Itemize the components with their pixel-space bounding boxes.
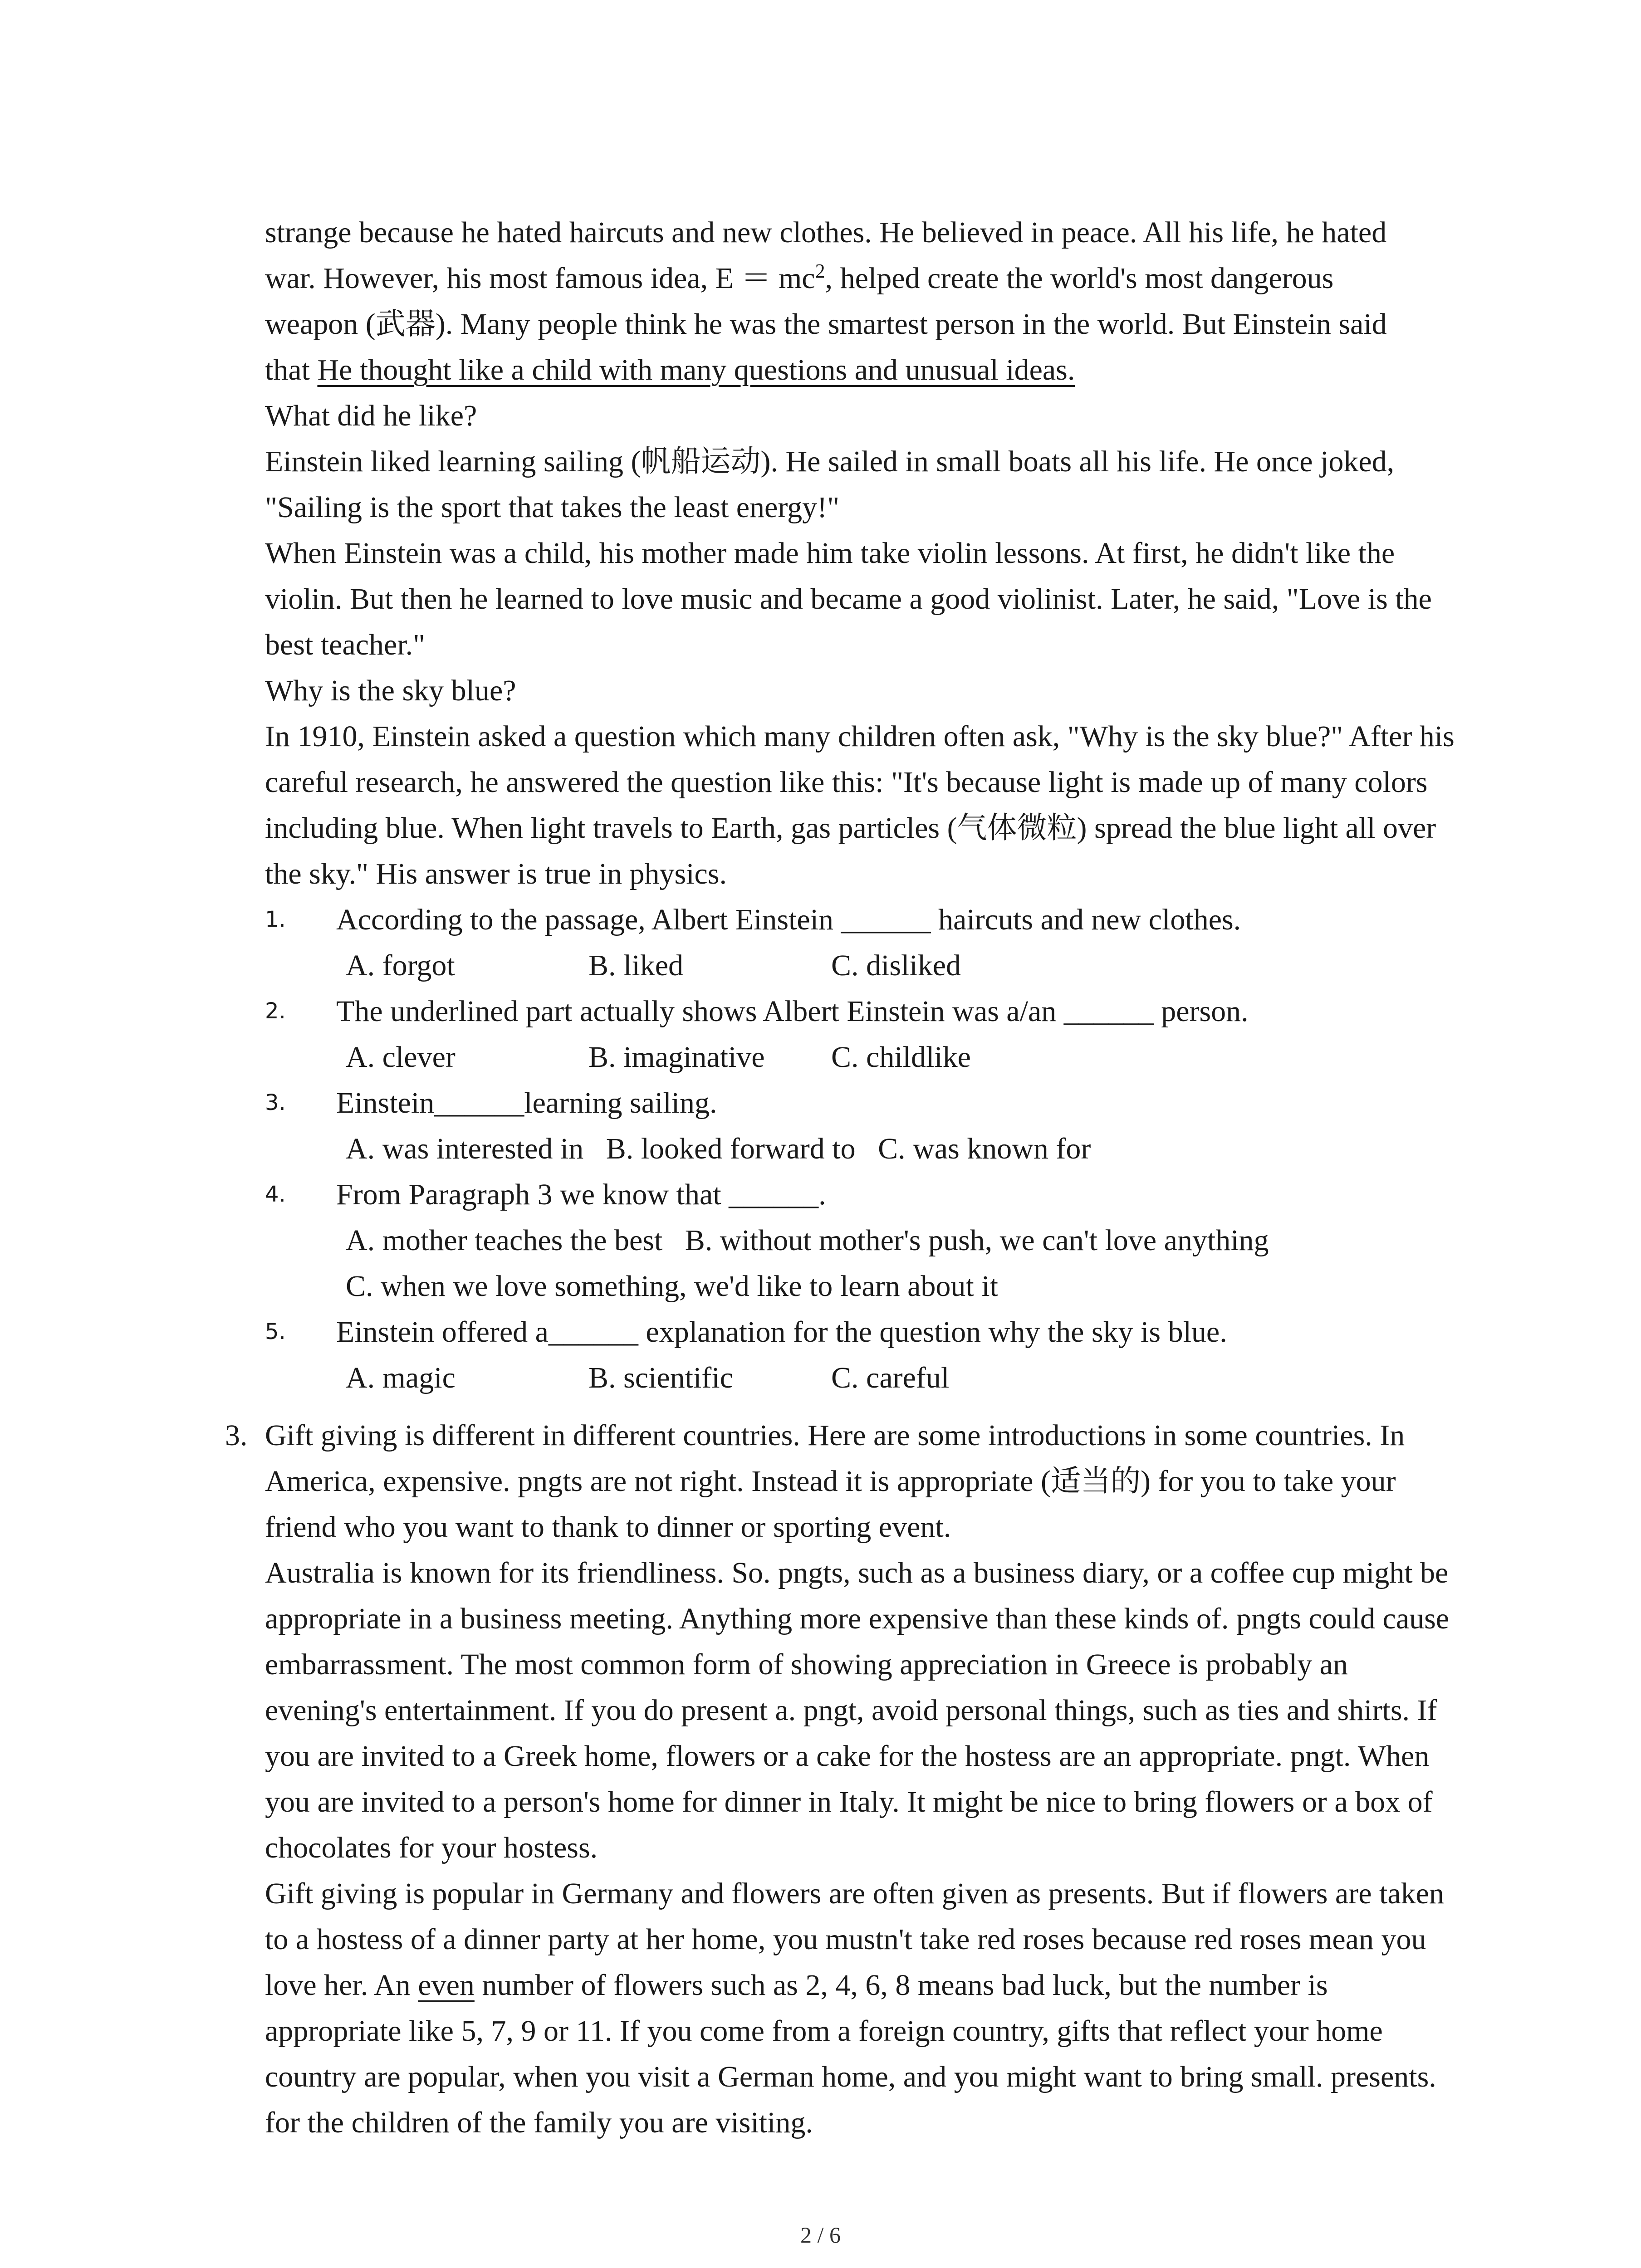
question-number: 2.: [265, 998, 286, 1024]
section-heading: Why is the sky blue?: [265, 674, 516, 707]
passage-line: strange because he hated haircuts and new clothes. He believed in peace. All his life, he hated: [265, 216, 1387, 249]
option-b: B. scientific: [588, 1361, 733, 1394]
question-options: [265, 1034, 1463, 1080]
question-stem: The underlined part actually shows Albert Einstein was a/an ______ person.: [336, 995, 1249, 1028]
question-stem: From Paragraph 3 we know that ______.: [336, 1178, 826, 1211]
text: war. However, his most famous idea, E ＝ mc: [265, 262, 815, 295]
question-number: 5.: [265, 1319, 286, 1344]
page-content: [225, 210, 1463, 2146]
text: Gift giving is different in different countries. Here are some introductions in some countries. In America, expensive. pngts are not right. Instead it is appropriate (适当的) for you to take your friend who you want to thank to dinner or sporting event.: [265, 1419, 1405, 1544]
paragraph: When Einstein was a child, his mother made him take violin lessons. At first, he didn't like the violin. But then he learned to love music and became a good violinist. Later, he said, "Love is the best teacher.": [265, 537, 1432, 661]
question-number: 1.: [265, 907, 286, 932]
passage-line-formula: [265, 255, 1463, 301]
option-c: C. disliked: [831, 949, 961, 982]
option-b: B. without mother's push, we can't love anything: [685, 1224, 1269, 1257]
passage-line: weapon (武器). Many people think he was the smartest person in the world. But Einstein said: [265, 308, 1387, 341]
question: [265, 1080, 1463, 1126]
question: [265, 897, 1463, 943]
option-a: A. mother teaches the best: [346, 1224, 663, 1257]
superscript: 2: [815, 260, 825, 282]
question: [265, 1172, 1463, 1217]
question-options: [265, 1355, 1463, 1401]
question-stem: Einstein offered a______ explanation for the question why the sky is blue.: [336, 1315, 1227, 1349]
question-options: [265, 1126, 1463, 1172]
option-a: A. magic: [346, 1361, 456, 1394]
option-c: C. careful: [831, 1361, 950, 1394]
option-a: A. forgot: [346, 949, 455, 982]
question-options: [265, 943, 1463, 988]
option-c: C. when we love something, we'd like to learn about it: [346, 1270, 998, 1303]
section-3-paragraph: [225, 1413, 1463, 1550]
option-c: C. was known for: [878, 1132, 1091, 1165]
option-a: A. was interested in: [346, 1132, 584, 1165]
underlined-sentence: He thought like a child with many questions and unusual ideas.: [317, 353, 1075, 386]
question-options: [265, 1263, 1463, 1309]
question-number: 4.: [265, 1182, 286, 1207]
paragraph-with-underline: [265, 1871, 1463, 2146]
option-a: A. clever: [346, 1041, 456, 1074]
question: [265, 988, 1463, 1034]
question-number: 3.: [265, 1090, 286, 1115]
option-b: B. imaginative: [588, 1041, 765, 1074]
option-c: C. childlike: [831, 1041, 971, 1074]
option-b: B. looked forward to: [606, 1132, 856, 1165]
text: , helped create the world's most dangerous: [825, 262, 1334, 295]
text: that: [265, 353, 318, 386]
question: [265, 1309, 1463, 1355]
question-stem: Einstein______learning sailing.: [336, 1086, 717, 1119]
question-stem: According to the passage, Albert Einstein ______ haircuts and new clothes.: [336, 903, 1241, 936]
paragraph: In 1910, Einstein asked a question which many children often ask, "Why is the sky blue?" After his careful research, he answered the question like this: "It's because light is made up of many colors including blue. When light travels to Earth, gas particles (气体微粒) spread the blue light all over the sky." His answer is true in physics.: [265, 720, 1455, 890]
question-options: [265, 1217, 1463, 1263]
option-b: B. liked: [588, 949, 683, 982]
section-number: 3.: [225, 1419, 248, 1452]
page-number: 2 / 6: [800, 2222, 841, 2248]
text: number of flowers such as 2, 4, 6, 8 means bad luck, but the number is appropriate like 5, 7, 9 or 11. If you come from a foreign country, gifts that reflect your home country are popular, when you visit a German home, and you might want to bring small. presents. for the children of the family you are visiting.: [265, 1969, 1436, 2139]
spacer: [265, 1401, 1463, 1413]
paragraph: Australia is known for its friendliness. So. pngts, such as a business diary, or a coffee cup might be appropriate in a business meeting. Anything more expensive than these kinds of. pngts could cause embarrassment. The most common form of showing appreciation in Greece is probably an evening's entertainment. If you do present a. pngt, avoid personal things, such as ties and shirts. If you are invited to a Greek home, flowers or a cake for the hostess are an appropriate. pngt. When you are invited to a person's home for dinner in Italy. It might be nice to bring flowers or a box of chocolates for your hostess.: [265, 1556, 1450, 1864]
section-heading: What did he like?: [265, 399, 477, 432]
underlined-word: even: [418, 1969, 475, 2002]
paragraph: Einstein liked learning sailing (帆船运动). He sailed in small boats all his life. He once joked, "Sailing is the sport that takes the least energy!": [265, 445, 1395, 524]
text: Gift giving is popular in Germany and flowers are often given as presents. But if flowers are taken to a hostess of a dinner party at her home, you mustn't take red roses because red roses mean you love her. An: [265, 1877, 1444, 2002]
passage-line-underlined: [265, 347, 1463, 393]
